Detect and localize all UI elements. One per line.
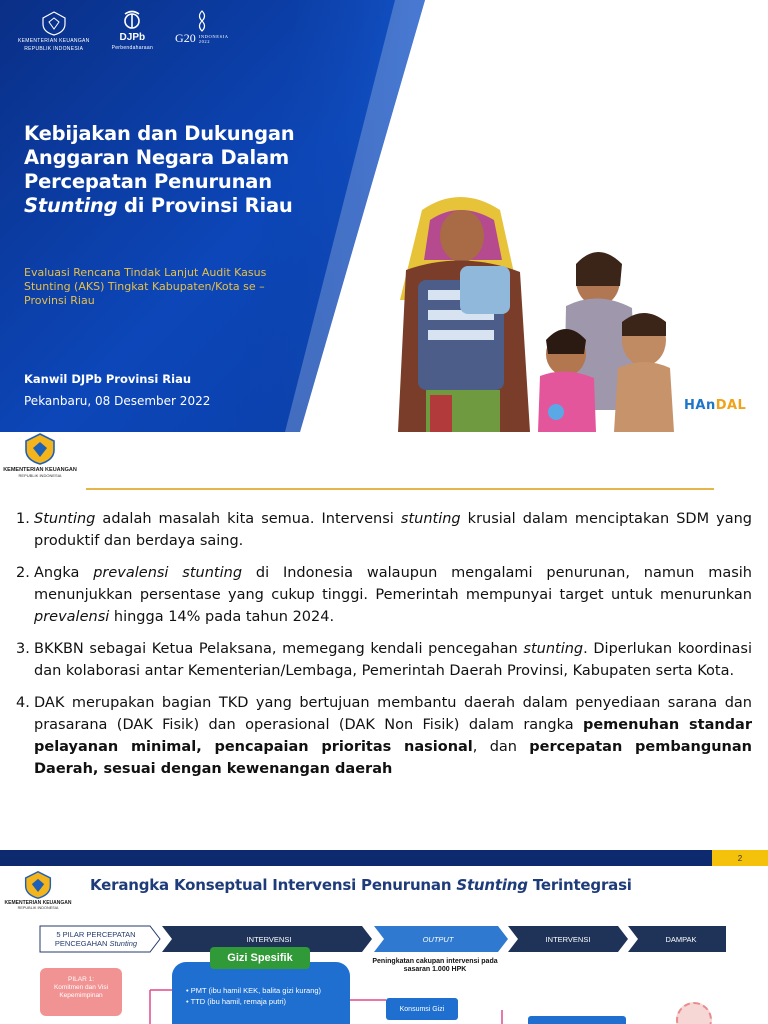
flow-step-output: OUTPUT xyxy=(422,934,454,944)
key-points-list xyxy=(16,508,752,790)
page-number: 2 xyxy=(712,850,768,866)
kemenkeu-emblem-icon xyxy=(20,432,60,466)
cover-title-line4: di Provinsi Riau xyxy=(117,194,293,217)
text-run: krusial dalam menciptakan SDM yang produktif dan berdaya saing. xyxy=(34,511,752,549)
flow-step-intervensi-2: INTERVENSI xyxy=(545,934,591,944)
list-number: 2. xyxy=(16,565,30,581)
text-run: DAK merupakan bagian TKD yang bertujuan membantu daerah dalam penyediaan sarana dan prasarana (DAK Fisik) dan operasional (DAK Non Fisik) dalam rangka xyxy=(34,695,752,733)
konsumsi-gizi-box: Konsumsi Gizi xyxy=(386,998,458,1020)
cover-subtitle: Evaluasi Rencana Tindak Lanjut Audit Kasus Stunting (AKS) Tingkat Kabupaten/Kota se – Provinsi Riau xyxy=(24,266,267,307)
flow-step-pilar xyxy=(40,926,152,952)
italic-term: Stunting xyxy=(34,511,96,527)
italic-term: stunting xyxy=(400,511,461,527)
gizi-item-text: TTD (ibu hamil, remaja putri) xyxy=(190,997,287,1006)
flow-step-italic: Stunting xyxy=(109,939,138,948)
list-text xyxy=(34,562,752,628)
djpb-emblem-icon xyxy=(119,10,145,32)
handal-logo-part2: DAL xyxy=(715,398,747,413)
gizi-spesifik-box xyxy=(172,962,350,1024)
text-run: hingga 14% pada tahun 2024. xyxy=(109,609,335,625)
header-divider xyxy=(86,488,714,490)
kemenkeu-emblem-icon xyxy=(39,10,69,36)
kemenkeu-name: KEMENTERIAN KEUANGAN xyxy=(18,38,90,44)
gizi-spesifik-header: Gizi Spesifik xyxy=(210,947,310,969)
italic-term: prevalensi xyxy=(34,609,110,625)
cakupan-label: Peningkatan cakupan intervensi pada sasaran 1.000 HPK xyxy=(372,958,498,973)
italic-term: prevalensi stunting xyxy=(93,565,243,581)
handal-logo-part1: HAn xyxy=(684,398,716,413)
text-run: , dan xyxy=(472,739,530,755)
kemenkeu-name: KEMENTERIAN KEUANGAN xyxy=(3,467,77,473)
list-text xyxy=(34,692,752,780)
g20-label: G20 xyxy=(175,31,196,45)
key-points-slide xyxy=(0,432,768,844)
list-text xyxy=(34,638,752,682)
djpb-label: DJPb xyxy=(119,32,146,43)
g20-label-row xyxy=(175,32,229,45)
text-run: di Indonesia walaupun mengalami penurunan, namun masih menunjukkan persentase yang cukup tinggi. Pemerintah mempunyai target untuk menurunkan xyxy=(34,565,752,603)
framework-slide xyxy=(0,850,768,1024)
list-number: 3. xyxy=(16,641,30,657)
kemenkeu-name: KEMENTERIAN KEUANGAN xyxy=(4,900,72,906)
text-run: Angka xyxy=(34,565,94,581)
list-number: 4. xyxy=(16,695,30,711)
gizi-item: • PMT (ibu hamil KEK, balita gizi kurang) xyxy=(186,986,322,995)
list-item xyxy=(16,638,752,682)
g20-logo xyxy=(175,10,229,45)
g20-country: INDONESIA xyxy=(198,33,229,39)
text-run: adalah masalah kita semua. Intervensi xyxy=(95,511,401,527)
kemenkeu-country: REPUBLIK INDONESIA xyxy=(24,46,84,52)
cover-title-line2: Anggaran Negara Dalam xyxy=(24,146,290,169)
djpb-sublabel: Perbendaharaan xyxy=(111,45,154,51)
children-photo xyxy=(370,190,686,432)
kemenkeu-logo-small xyxy=(4,432,76,478)
bold-term: pemenuhan standar pelayanan minimal xyxy=(34,717,752,755)
flow-step-label: PENCEGAHAN xyxy=(54,939,110,948)
cover-title xyxy=(24,122,324,218)
kemenkeu-logo xyxy=(18,10,90,52)
gizi-item: • TTD (ibu hamil, remaja putri) xyxy=(186,997,287,1006)
italic-term: stunting xyxy=(523,641,584,657)
djpb-logo xyxy=(112,10,153,51)
list-item xyxy=(16,692,752,780)
kemenkeu-country: REPUBLIK INDONESIA xyxy=(18,473,62,478)
handal-logo xyxy=(684,398,746,413)
gizi-item-text: PMT (ibu hamil KEK, balita gizi kurang) xyxy=(190,986,322,995)
flow-step-dampak: DAMPAK xyxy=(665,934,697,944)
pillar-desc: Komitmen dan Visi Kepemimpinan xyxy=(53,984,109,999)
pillar-1-box xyxy=(40,968,122,1016)
list-text xyxy=(34,508,752,552)
output-box xyxy=(528,1016,626,1024)
cover-logo-row xyxy=(18,10,229,56)
pillar-title: PILAR 1: xyxy=(67,976,94,983)
title-italic: Stunting xyxy=(456,876,528,894)
cover-slide xyxy=(0,0,768,432)
g20-emblem-icon xyxy=(193,10,211,32)
flow-step-intervensi: INTERVENSI xyxy=(246,934,292,944)
list-item xyxy=(16,562,752,628)
list-item xyxy=(16,508,752,552)
cover-author: Kanwil DJPb Provinsi Riau xyxy=(24,372,192,386)
cover-title-line3: Percepatan Penurunan xyxy=(24,170,272,193)
flow-step-label: 5 PILAR PERCEPATAN xyxy=(56,930,136,939)
bold-term: , pencapaian prioritas nasional xyxy=(196,739,473,755)
text-run: BKKBN sebagai Ketua Pelaksana, memegang kendali pencegahan xyxy=(34,641,524,657)
bold-term: percepatan pembangunan Daerah, sesuai dengan kewenangan daerah xyxy=(34,739,752,777)
text-run: . Diperlukan koordinasi dan kolaborasi antar Kementerian/Lembaga, Pemerintah Daerah Provinsi, Kabupaten serta Kota. xyxy=(34,641,752,679)
list-number: 1. xyxy=(16,511,30,527)
g20-year: 2022 xyxy=(198,38,211,44)
cover-title-italic: Stunting xyxy=(24,194,118,217)
title-run: Kerangka Konseptual Intervensi Penurunan xyxy=(90,876,457,894)
title-run: Terintegrasi xyxy=(527,876,632,894)
cover-place-date: Pekanbaru, 08 Desember 2022 xyxy=(24,394,211,408)
cover-title-line1: Kebijakan dan Dukungan xyxy=(24,122,295,145)
kemenkeu-country: REPUBLIK INDONESIA xyxy=(17,906,59,910)
